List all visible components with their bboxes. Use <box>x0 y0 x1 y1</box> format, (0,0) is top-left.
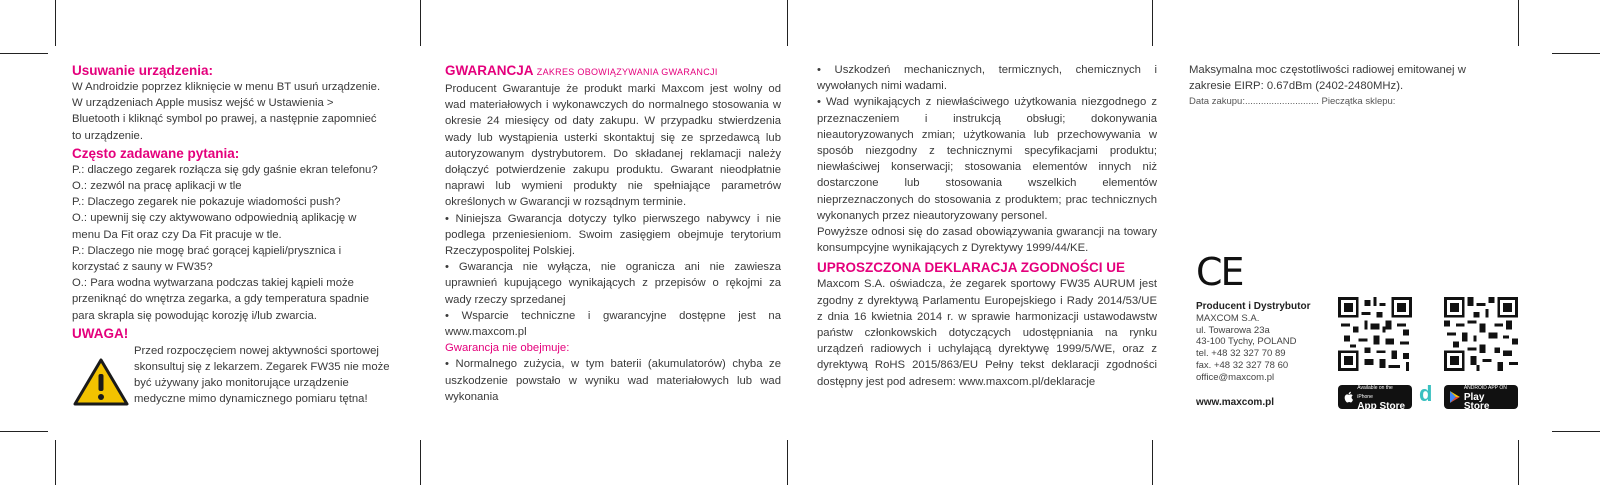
play-store-badge[interactable] <box>1444 384 1518 412</box>
crop-mark <box>787 440 788 485</box>
guarantee-paragraph: Producent Gwarantuje że produkt marki Maxcom jest wolny od wad materiałowych i wykonawczych do normalnego stosowania w okresie 24 miesięcy od daty zakupu. W przypadku stwierdzenia wady lub wystąpienia usterki skontaktuj się ze sprzedawcą lub autoryzowanym dystrybutorem. Do składanej reklamacji należy dołączyć potwierdzenie zakupu produktu. Gwarant nieodpłatnie naprawi lub wymieni produkty nie spełniające parametrów określonych w Gwarancji w rozsądnym terminie. <box>445 83 781 209</box>
faq-line: P.: Dlaczego nie mogę brać gorącej kąpieli/prysznica i <box>72 244 342 257</box>
heading-guarantee <box>445 62 781 81</box>
column-declaration <box>817 62 1157 390</box>
rf-power-text: Maksymalna moc częstotliwości radiowej emitowanej w zakresie EIRP: 0.67dBm (2402-2480MHz). <box>1189 64 1466 93</box>
play-icon <box>1450 391 1460 403</box>
apple-icon <box>1344 391 1353 403</box>
exclusion-bullet: • Uszkodzeń mechanicznych, termicznych, chemicznych i wywołanych nimi wadami. <box>817 64 1157 93</box>
producer-line: ul. Towarowa 23a <box>1196 324 1270 336</box>
producer-line: MAXCOM S.A. <box>1196 312 1260 324</box>
crop-mark <box>1518 0 1519 46</box>
guarantee-bullet: • Gwarancja nie wyłącza, nie ogranicza ani nie zawiesza uprawnień kupującego wynikających z przepisów o rękojmi za wady rzeczy sprzedanej <box>445 261 781 306</box>
crop-mark <box>0 431 48 432</box>
faq-line: para skrapla się powodując korozję i/lub zwarcia. <box>72 309 317 322</box>
guarantee-bullet: • Wsparcie techniczne i gwarancyjne dostępne jest na www.maxcom.pl <box>445 309 781 339</box>
column-usage <box>72 62 412 408</box>
producer-title: Producent i Dystrybutor <box>1196 301 1311 312</box>
heading-guarantee-sub: ZAKRES OBOWIĄZYWANIA GWARANCJI <box>536 67 718 77</box>
directive-note: Powyższe odnosi się do zasad obowiązywania gwarancji na towary konsumpcyjne wynikających z Dyrektywy 1999/44/KE. <box>817 226 1157 255</box>
faq-line: przeniknąć do wnętrza zegarka, a gdy temperatura spadnie <box>72 293 370 306</box>
website-link[interactable]: www.maxcom.pl <box>1196 397 1274 408</box>
faq-line: P.: Dlaczego zegarek nie pokazuje wiadomości push? <box>72 196 341 209</box>
crop-mark <box>420 0 421 46</box>
crop-mark <box>420 440 421 485</box>
crop-mark <box>0 53 48 54</box>
producer-line: tel. +48 32 327 70 89 <box>1196 348 1286 360</box>
crop-mark <box>1152 0 1153 46</box>
column-guarantee <box>445 62 781 405</box>
guarantee-bullet: • Niniejsza Gwarancja dotyczy tylko pierwszego nabywcy i nie podlega przeniesieniom. Swoim zasięgiem obejmuje terytorium Rzeczypospolitej Polskiej. <box>445 212 781 258</box>
crop-mark <box>1552 53 1600 54</box>
app-store-text <box>1357 384 1406 411</box>
producer-line: fax. +48 32 327 78 60 <box>1196 359 1289 371</box>
warning-line: skonsultuj się z lekarzem. Zegarek FW35 nie może <box>134 361 390 374</box>
warning-line: Przed rozpoczęciem nowej aktywności sportowej <box>134 344 379 357</box>
warning-text <box>134 343 390 408</box>
app-store-badge[interactable] <box>1338 384 1412 412</box>
play-store-small: ANDROID APP ON <box>1463 384 1507 391</box>
warning-line: być używany jako monitorujące urządzenie <box>134 377 349 390</box>
app-store-small: Available on the iPhone <box>1357 384 1393 400</box>
faq-line: O.: Para wodna wytwarzana podczas takiej kąpieli może <box>72 277 354 290</box>
play-store-label: Play Store <box>1463 391 1490 412</box>
heading-eu-declaration: UPROSZCZONA DEKLARACJA ZGODNOŚCI UE <box>817 260 1126 276</box>
crop-mark <box>1152 440 1153 485</box>
dafit-logo-icon: d <box>1419 381 1433 406</box>
purchase-date-line: Data zakupu:............................ Pieczątka sklepu: <box>1189 96 1396 108</box>
text-line: to urządzenie. <box>72 129 143 142</box>
faq-line: menu Da Fit oraz czy Da Fit pracuje w tle. <box>72 228 282 241</box>
faq-line: P.: dlaczego zegarek rozłącza się gdy gaśnie ekran telefonu? <box>72 163 378 176</box>
warning-line: medyczne mimo dynamicznego pomiaru tętna! <box>134 393 368 406</box>
qr-code-icon <box>1338 297 1412 371</box>
faq-line: O.: upewnij się czy aktywowano odpowiednią aplikację w <box>72 212 357 225</box>
producer-line: office@maxcom.pl <box>1196 371 1275 383</box>
text-line: Bluetooth i kliknąć symbol po prawej, a następnie zapomnieć <box>72 113 377 126</box>
warning-triangle-icon <box>72 357 130 407</box>
heading-faq: Często zadawane pytania: <box>72 145 240 161</box>
faq-line: korzystać z sauny w FW35? <box>72 261 213 274</box>
producer-line: 43-100 Tychy, POLAND <box>1196 336 1297 348</box>
heading-exclusions: Gwarancja nie obejmuje: <box>445 342 570 355</box>
crop-mark <box>1518 440 1519 485</box>
declaration-text: Maxcom S.A. oświadcza, że zegarek sportowy FW35 AURUM jest zgodny z dyrektywą Parlamentu Europejskiego i Rady 2014/53/UE z dnia 16 kwietnia 2014 r. w sprawie harmonizacji ustawodawstw państw członkowskich dotyczących udostępniania na rynku urządzeń radiowych i uchylającą dyrektywę 1999/5/WE, oraz z dyrektywą RoHS 2015/863/EU Pełny tekst deklaracji zgodności dostępny jest pod adresem: www.maxcom.pl/deklaracje <box>817 278 1157 388</box>
faq-line: O.: zezwól na pracę aplikacji w tle <box>72 180 242 193</box>
crop-mark <box>787 0 788 46</box>
heading-remove-device: Usuwanie urządzenia: <box>72 63 214 78</box>
heading-guarantee-title: GWARANCJA <box>445 63 534 78</box>
producer-block <box>1196 301 1310 384</box>
text-line: W Androidzie poprzez kliknięcie w menu BT usuń urządzenie. <box>72 81 381 93</box>
play-store-text <box>1464 384 1512 411</box>
qr-code-icon <box>1444 297 1518 371</box>
app-store-label: App Store <box>1357 400 1406 412</box>
crop-mark <box>55 440 56 485</box>
ce-mark-icon: CE <box>1196 250 1243 294</box>
warning-block <box>72 343 412 408</box>
column-info <box>1189 62 1489 111</box>
heading-warning: UWAGA! <box>72 325 129 341</box>
crop-mark <box>1552 431 1600 432</box>
exclusion-bullet: • Wad wynikających z niewłaściwego użytkowania niezgodnego z przeznaczeniem i instrukcją obsługi; dokonywania nieautoryzowanych zmian; użytkowania lub przechowywania w sposób niezgodny z technicznymi specyfikacjami produktu; niewłaściwej konserwacji; stosowania elementów innych niż dostarczone lub stosowania wszelkich elementów nieprzeznaczonych do stosowania z produktem; prac technicznych wykonanych przez nieautoryzowany personel. <box>817 96 1157 222</box>
crop-mark <box>55 0 56 46</box>
text-line: W urządzeniach Apple musisz wejść w Ustawienia > <box>72 97 334 110</box>
exclusion-bullet: • Normalnego zużycia, w tym baterii (akumulatorów) chyba ze uszkodzenie powstało w wyniku wad materiałowych lub wad wykonania <box>445 358 781 403</box>
